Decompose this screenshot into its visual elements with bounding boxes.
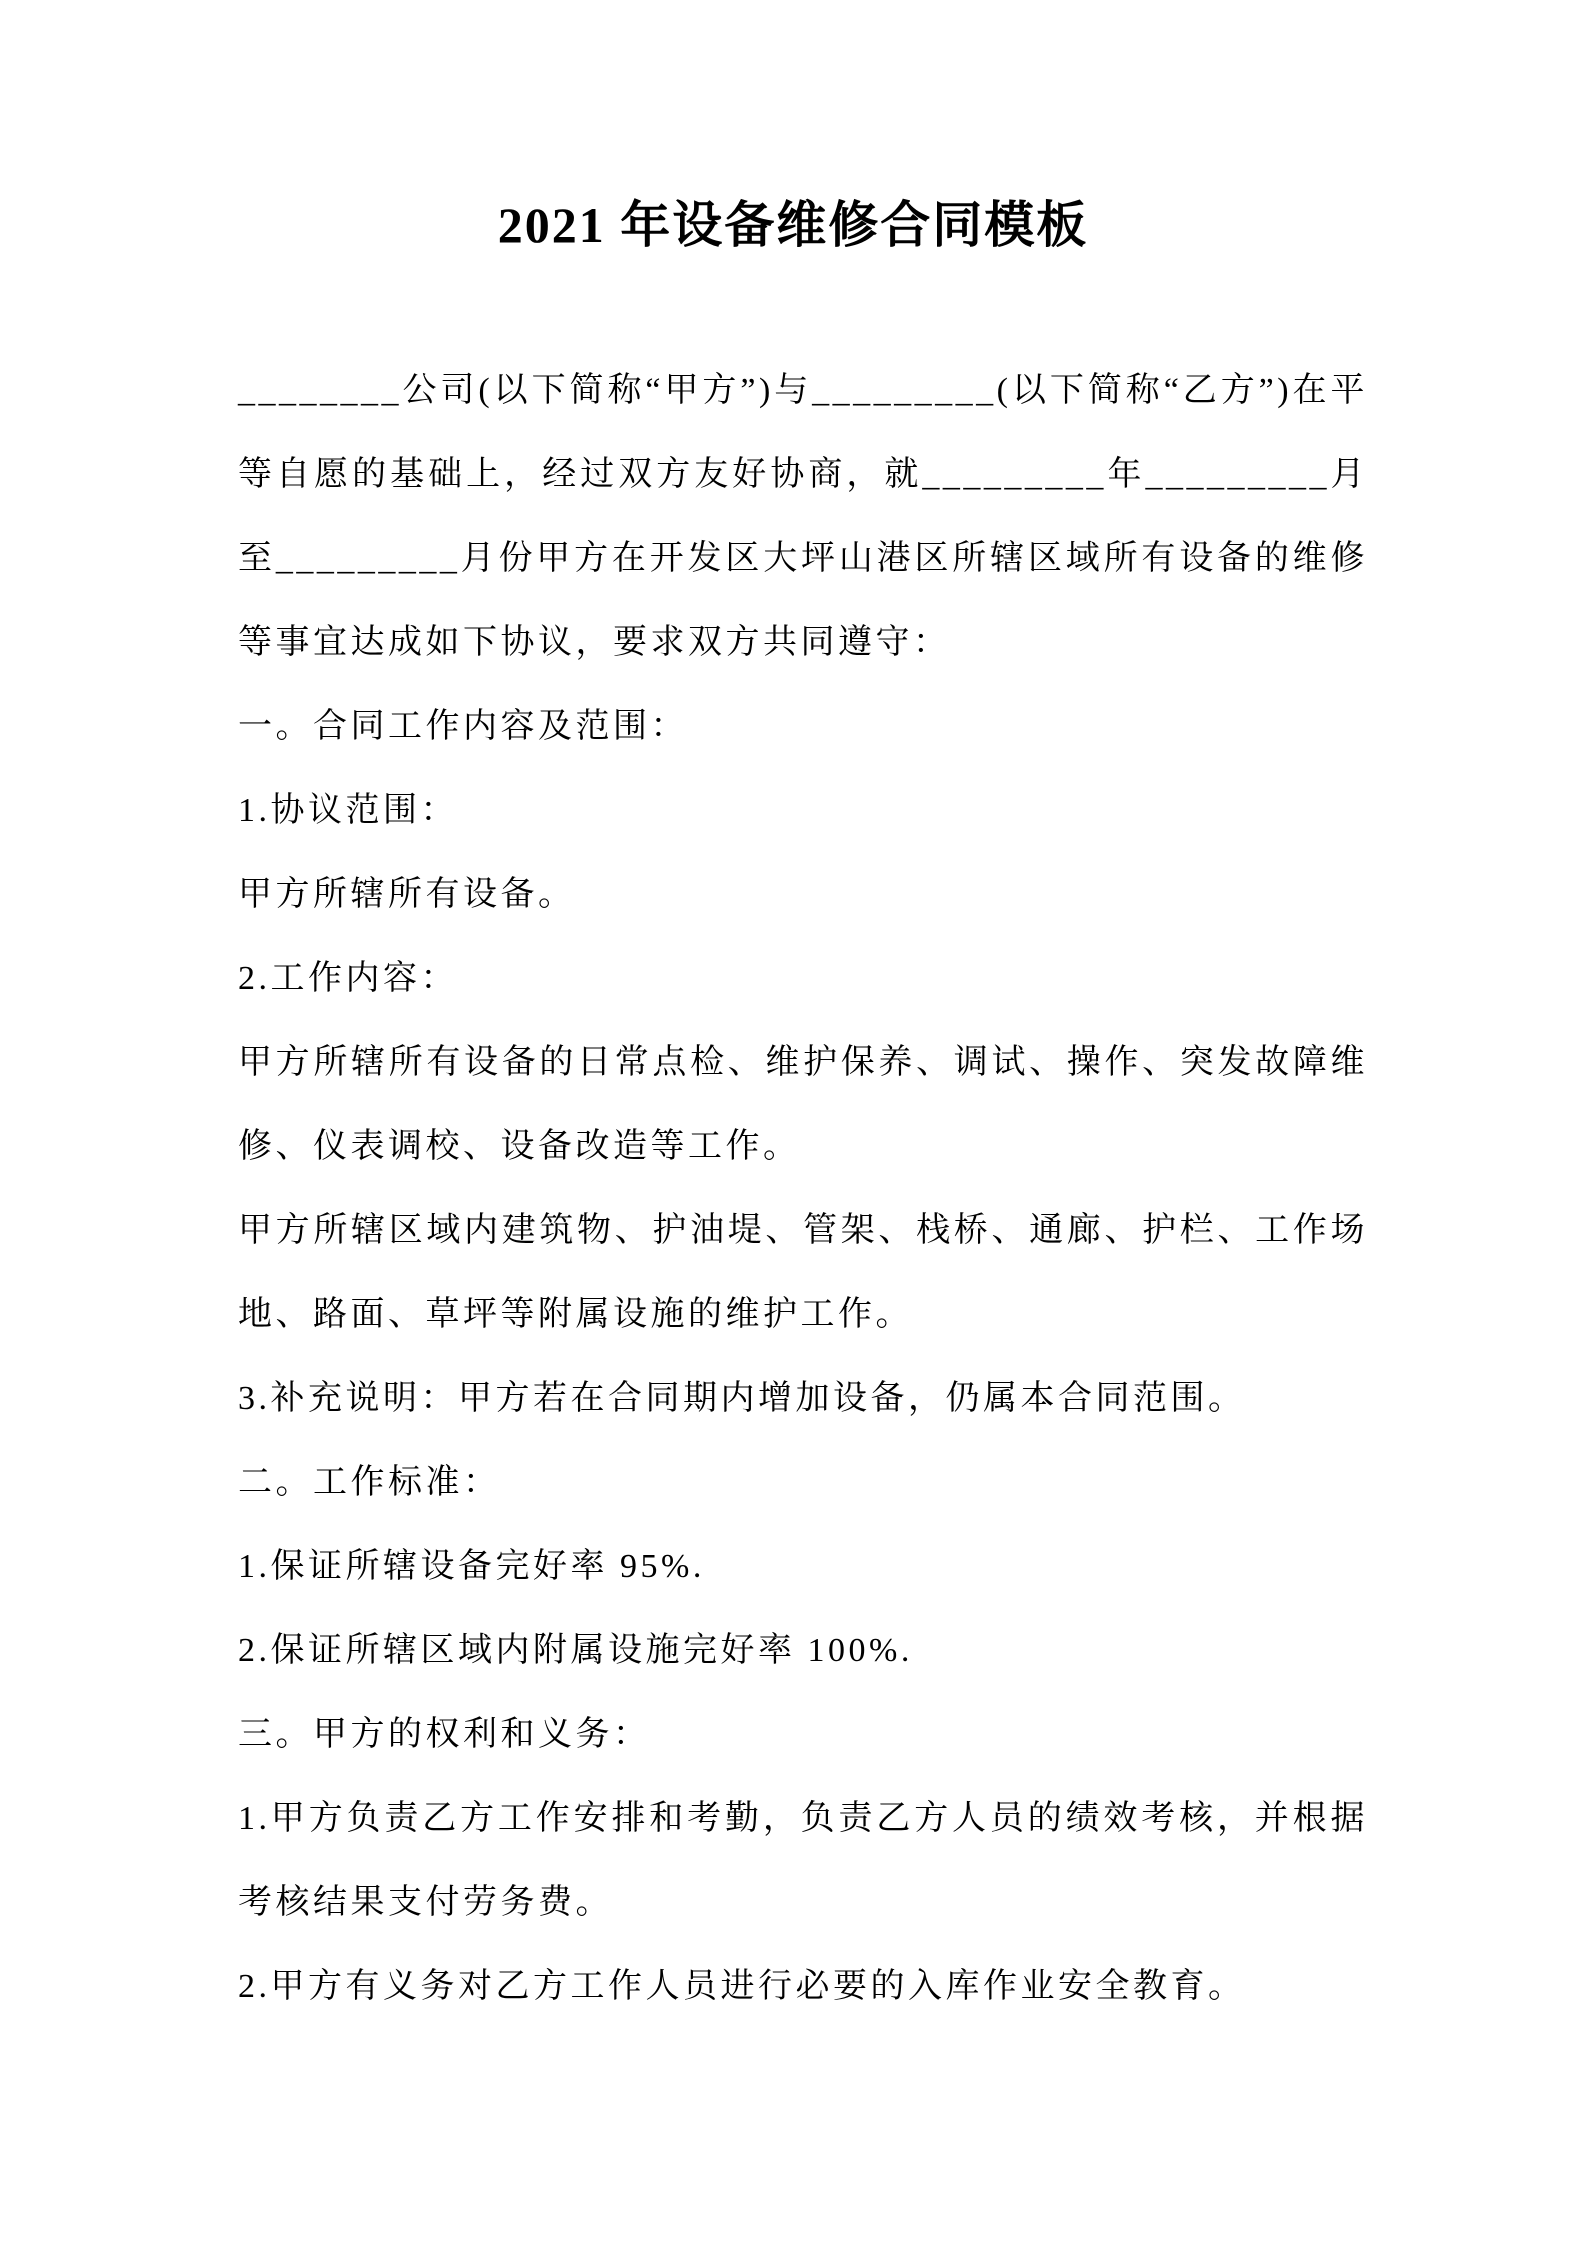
document-line: 等自愿的基础上，经过双方友好协商，就_________年_________月 bbox=[238, 456, 1368, 493]
document-line: 二。工作标准： bbox=[238, 1464, 501, 1501]
document-line: 1.协议范围： bbox=[238, 792, 458, 829]
document-line: 3.补充说明：甲方若在合同期内增加设备，仍属本合同范围。 bbox=[238, 1380, 1246, 1417]
document-line: 2.甲方有义务对乙方工作人员进行必要的入库作业安全教育。 bbox=[238, 1968, 1246, 2005]
document-line: 修、仪表调校、设备改造等工作。 bbox=[238, 1128, 801, 1165]
document-line: 2.保证所辖区域内附属设施完好率 100%. bbox=[238, 1632, 913, 1669]
document-line: 考核结果支付劳务费。 bbox=[238, 1884, 613, 1921]
document-line: 至_________月份甲方在开发区大坪山港区所辖区域所有设备的维修 bbox=[238, 540, 1368, 577]
document-line: 甲方所辖所有设备。 bbox=[238, 876, 576, 913]
document-line: 2.工作内容： bbox=[238, 960, 458, 997]
document-line: 等事宜达成如下协议，要求双方共同遵守： bbox=[238, 624, 951, 661]
document-line: 地、路面、草坪等附属设施的维护工作。 bbox=[238, 1296, 913, 1333]
document-title: 2021 年设备维修合同模板 bbox=[497, 197, 1089, 253]
document-line: ________公司(以下简称“甲方”)与_________(以下简称“乙方”)在平 bbox=[238, 372, 1368, 409]
document-line: 甲方所辖区域内建筑物、护油堤、管架、栈桥、通廊、护栏、工作场 bbox=[238, 1212, 1368, 1249]
document-line: 1.保证所辖设备完好率 95%. bbox=[238, 1548, 705, 1585]
document-line: 三。甲方的权利和义务： bbox=[238, 1716, 651, 1753]
document-body bbox=[238, 349, 1368, 2029]
document-line: 1.甲方负责乙方工作安排和考勤，负责乙方人员的绩效考核，并根据 bbox=[238, 1800, 1368, 1837]
document-line: 一。合同工作内容及范围： bbox=[238, 708, 688, 745]
document-line: 甲方所辖所有设备的日常点检、维护保养、调试、操作、突发故障维 bbox=[238, 1044, 1368, 1081]
